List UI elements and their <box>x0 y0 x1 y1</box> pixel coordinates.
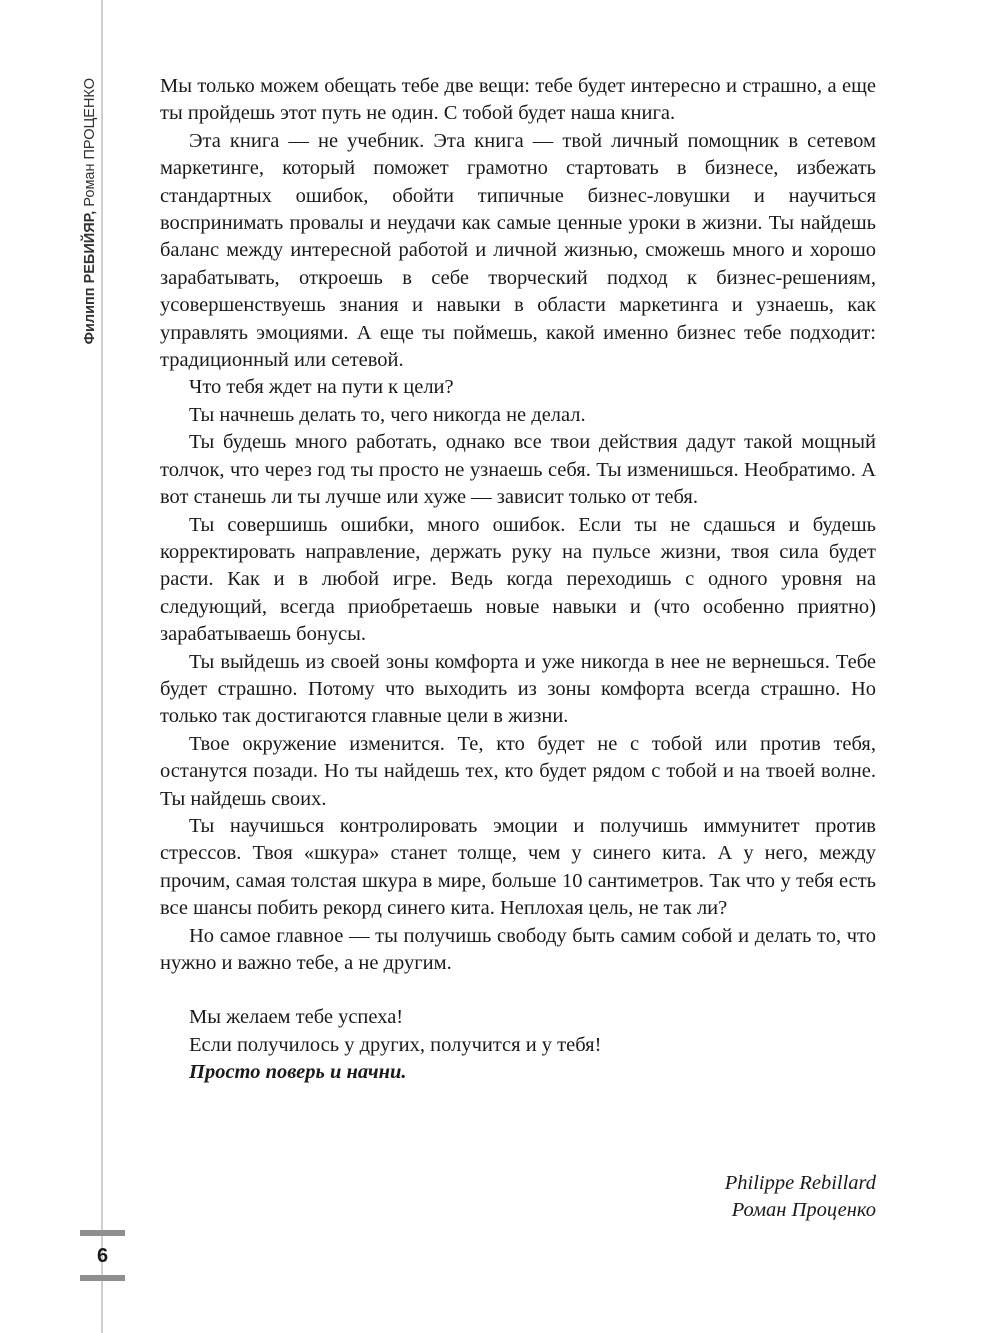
paragraph: Ты совершишь ошибки, много ошибок. Если ты не сдашься и будешь корректировать направление, держать руку на пульсе жизни, твоя сила будет расти. Как и в любой игре. Ведь когда переходишь с одного уровня на следующий, всегда приобретаешь новые навыки и (что особенно приятно) зарабатываешь бонусы. <box>160 513 876 646</box>
paragraph: Мы только можем обещать тебе две вещи: тебе будет интересно и страшно, а еще ты пройдешь этот путь не один. С тобой будет наша книга. <box>160 75 876 125</box>
closing-call-to-action: Просто поверь и начни. <box>189 1061 407 1084</box>
running-head-authors-secondary: Роман ПРОЦЕНКО <box>82 78 98 207</box>
body-text <box>160 73 876 1087</box>
folio-bar-top <box>80 1230 125 1236</box>
page-number: 6 <box>96 1245 109 1267</box>
paragraph: Но самое главное — ты получишь свободу быть самим собой и делать то, что нужно и важно тебе, а не другим. <box>160 924 876 974</box>
paragraph: Ты начнешь делать то, чего никогда не делал. <box>189 403 586 426</box>
paragraph: Ты научишься контролировать эмоции и получишь иммунитет против стрессов. Твоя «шкура» станет толще, чем у синего кита. А у него, между прочим, самая толстая шкура в мире, больше 10 сантиметров. Так что у тебя есть все шансы побить рекорд синего кита. Неплохая цель, не так ли? <box>160 814 876 920</box>
paragraph: Ты выйдешь из своей зоны комфорта и уже никогда в нее не вернешься. Тебе будет страшно. Потому что выходить из зоны комфорта всегда страшно. Но только так достигаются главные цели в жизни. <box>160 650 876 728</box>
closing-encouragement: Если получилось у других, получится и у тебя! <box>189 1033 602 1056</box>
running-head-authors-primary: Филипп РЕБИЙЯР, <box>82 206 98 345</box>
closing-wish: Мы желаем тебе успеха! <box>189 1006 404 1029</box>
signatures <box>725 1170 876 1225</box>
signature-author-2: Роман Проценко <box>731 1199 876 1222</box>
paragraph: Твое окружение изменится. Те, кто будет не с тобой или против тебя, останутся позади. Но ты найдешь тех, кто будет рядом с тобой и на твоей волне. Ты найдешь своих. <box>160 732 876 810</box>
signature-author-1: Philippe Rebillard <box>724 1172 876 1194</box>
paragraph: Что тебя ждет на пути к цели? <box>189 376 454 399</box>
paragraph: Ты будешь много работать, однако все твои действия дадут такой мощный толчок, что через год ты просто не узнаешь себя. Ты изменишься. Необратимо. А вот станешь ли ты лучше или хуже — зависит только от тебя. <box>160 431 876 509</box>
running-head <box>77 78 103 368</box>
folio-bar-bottom <box>80 1275 125 1281</box>
closing-block <box>160 1004 876 1086</box>
paragraph: Эта книга — не учебник. Эта книга — твой личный помощник в сетевом маркетинге, который поможет грамотно стартовать в бизнесе, избежать стандартных ошибок, обойти типичные бизнес-ловушки и научиться воспринимать провалы и неудачи как самые ценные уроки в жизни. Ты найдешь баланс между интересной работой и личной жизнью, сможешь много и хорошо зарабатывать, откроешь в себе творческий подход к бизнес-решениям, усовершенствуешь знания и навыки в области маркетинга и узнаешь, как управлять эмоциями. А еще ты поймешь, какой именно бизнес тебе подходит: традиционный или сетевой. <box>160 129 876 372</box>
